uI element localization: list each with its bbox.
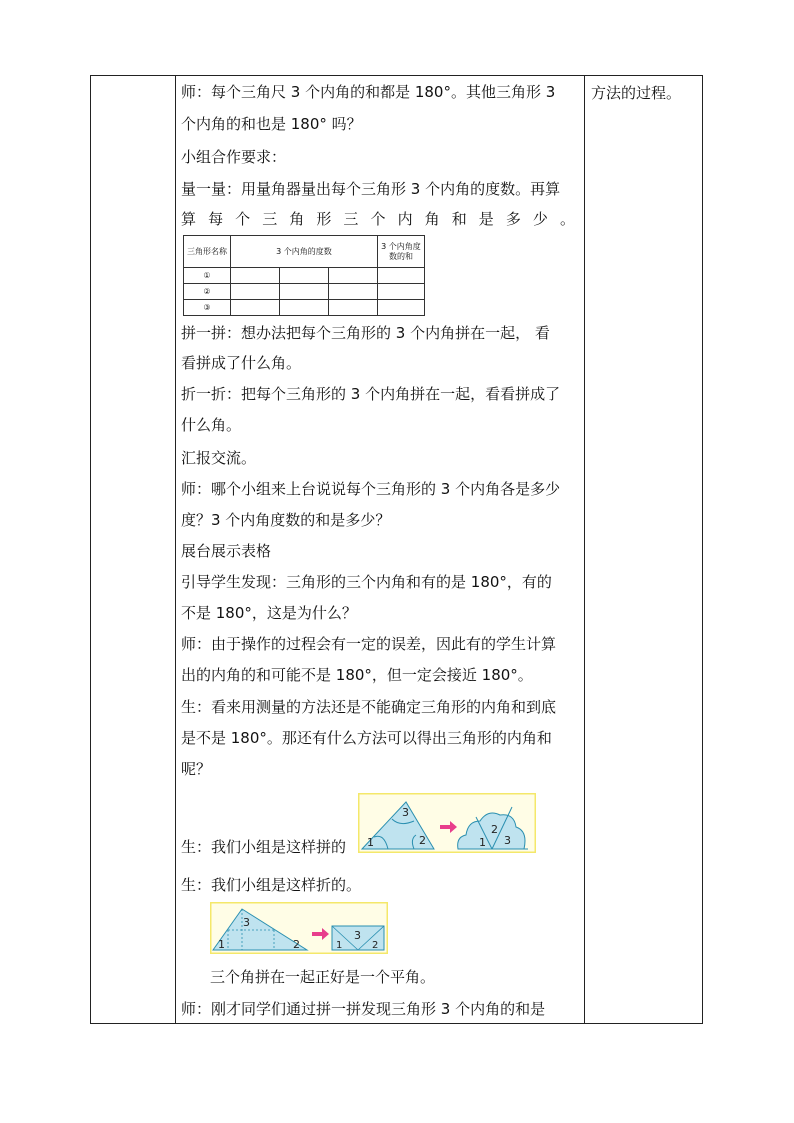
- angle-label: 3: [354, 929, 361, 942]
- text-line: 不是 180°，这是为什么？: [181, 604, 357, 622]
- text-line: 小组合作要求：: [181, 148, 287, 166]
- text-line: 生：我们小组是这样折的。: [181, 876, 362, 894]
- text-line: 什么角。: [181, 416, 242, 434]
- table-cell: [329, 284, 378, 300]
- text-line: 呢？: [181, 760, 212, 778]
- row-label: ②: [184, 284, 231, 300]
- table-cell: [231, 268, 280, 284]
- table-cell: [280, 268, 329, 284]
- measurement-table: [183, 235, 425, 316]
- column-divider-2: [584, 76, 585, 1023]
- text-line: 量一量：用量角器量出每个三角形 3 个内角的度数。再算: [181, 180, 561, 198]
- table-cell: [280, 300, 329, 316]
- text-line: 师：由于操作的过程会有一定的误差，因此有的学生计算: [181, 635, 557, 653]
- text-line: 生：看来用测量的方法还是不能确定三角形的内角和到底: [181, 698, 557, 716]
- angle-folding-figure: [210, 902, 388, 954]
- column-divider-1: [175, 76, 176, 1023]
- angle-joining-figure: [358, 793, 536, 853]
- text-line: 生：我们小组是这样拼的: [181, 838, 347, 856]
- text-line: 师：每个三角尺 3 个内角的和都是 180°。其他三角形 3: [181, 83, 556, 101]
- text-line: 师：哪个小组来上台说说每个三角形的 3 个内角各是多少: [181, 480, 561, 498]
- text-line: 看拼成了什么角。: [181, 354, 302, 372]
- header-sum: 3 个内角度数的和: [378, 236, 425, 268]
- angle-label: 2: [491, 823, 498, 836]
- text-line: 出的内角的和可能不是 180°，但一定会接近 180°。: [181, 666, 533, 684]
- table-cell: [378, 268, 425, 284]
- table-cell: [329, 268, 378, 284]
- angle-label: 3: [504, 834, 511, 847]
- angle-label: 3: [243, 916, 250, 929]
- row-label: ①: [184, 268, 231, 284]
- angle-label: 2: [293, 938, 300, 951]
- table-cell: [329, 300, 378, 316]
- table-cell: [280, 284, 329, 300]
- text-line: 是不是 180°。那还有什么方法可以得出三角形的内角和: [181, 729, 552, 747]
- angle-label: 1: [479, 836, 486, 849]
- angle-label: 1: [218, 938, 225, 951]
- angle-label: 2: [372, 940, 379, 951]
- header-triangle-name: 三角形名称: [184, 236, 231, 268]
- row-label: ③: [184, 300, 231, 316]
- header-angles: 3 个内角的度数: [231, 236, 378, 268]
- right-column-text: 方法的过程。: [591, 84, 682, 102]
- text-line: 师：刚才同学们通过拼一拼发现三角形 3 个内角的和是: [181, 1000, 546, 1018]
- text-line: 汇报交流。: [181, 449, 257, 467]
- angle-label: 1: [367, 836, 374, 849]
- table-cell: [378, 300, 425, 316]
- text-line: 引导学生发现：三角形的三个内角和有的是 180°，有的: [181, 573, 552, 591]
- table-cell: [378, 284, 425, 300]
- angle-label: 3: [402, 806, 409, 819]
- angle-label: 2: [419, 834, 426, 847]
- text-line: 拼一拼：想办法把每个三角形的 3 个内角拼在一起， 看: [181, 324, 550, 342]
- text-line: 算 每 个 三 角 形 三 个 内 角 和 是 多 少 。: [181, 210, 575, 228]
- table-cell: [231, 284, 280, 300]
- angle-label: 1: [336, 940, 343, 951]
- text-line: 度？3 个内角度数的和是多少？: [181, 511, 391, 529]
- table-cell: [231, 300, 280, 316]
- text-line: 个内角的和也是 180° 吗？: [181, 115, 362, 133]
- text-line: 折一折：把每个三角形的 3 个内角拼在一起，看看拼成了: [181, 385, 561, 403]
- text-line: 展台展示表格: [181, 542, 272, 560]
- text-line: 三个角拼在一起正好是一个平角。: [210, 968, 436, 986]
